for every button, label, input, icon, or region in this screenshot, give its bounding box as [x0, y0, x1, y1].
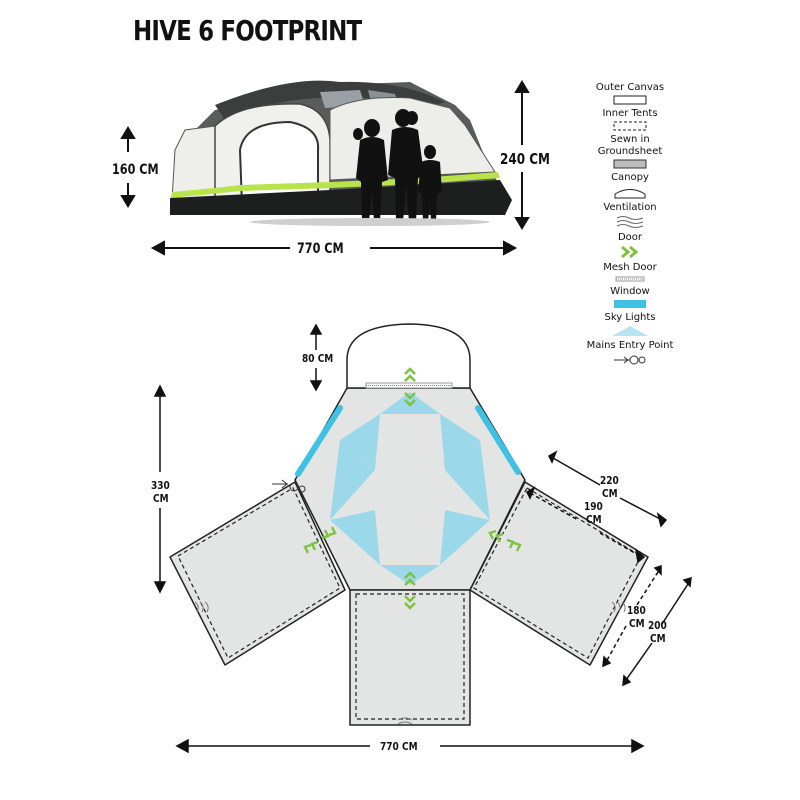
width-side-label: 770 CM	[297, 241, 344, 257]
center-depth-unit: CM	[153, 492, 169, 505]
inner-width-unit: CM	[629, 617, 645, 630]
center-depth-label: 330	[151, 479, 170, 492]
legend-label: Door	[617, 232, 643, 243]
height-right-label: 240 CM	[500, 150, 550, 168]
legend-label: Window	[610, 286, 650, 297]
legend-label: Ventilation	[603, 202, 657, 213]
legend-label: Mains Entry Point	[586, 340, 674, 351]
outer-width-unit: CM	[650, 632, 666, 645]
groundsheet	[170, 388, 648, 725]
inner-tent-bottom	[350, 590, 470, 725]
legend-label: Inner Tents	[602, 108, 658, 119]
canopy-depth-label: 80 CM	[302, 352, 334, 365]
inner-width-label: 180	[627, 604, 646, 617]
legend-label: Sewn in Groundsheet	[597, 134, 663, 157]
legend-label: Canopy	[611, 172, 649, 183]
outer-arm-unit: CM	[602, 487, 618, 500]
legend-label: Sky Lights	[604, 312, 656, 323]
legend-label: Outer Canvas	[595, 82, 665, 93]
outer-arm-label: 220	[600, 474, 619, 487]
outer-width-label: 200	[648, 619, 667, 632]
page-title: HIVE 6 FOOTPRINT	[133, 14, 362, 47]
legend-label: Mesh Door	[603, 262, 657, 273]
inner-arm-label: 190	[584, 500, 603, 513]
inner-arm-unit: CM	[586, 513, 602, 526]
height-left-label: 160 CM	[112, 162, 159, 178]
total-width-label: 770 CM	[380, 740, 418, 753]
